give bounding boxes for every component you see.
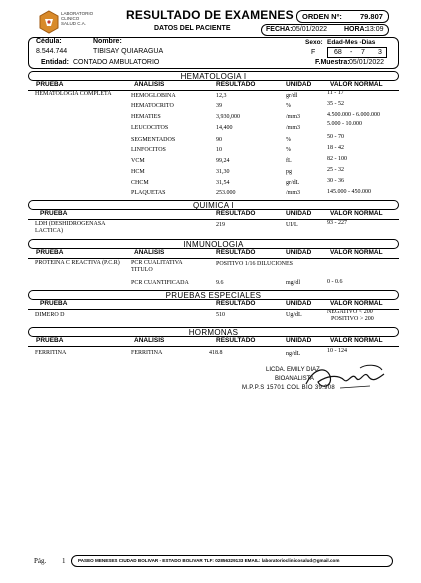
lab-logo-line-3: SALUD C.A. [61, 21, 87, 26]
valor-normal: 93 - 227 [327, 220, 347, 226]
lab-logo [38, 9, 102, 35]
col-valor-normal: VALOR NORMAL [330, 300, 383, 307]
orden-value: 79.807 [360, 12, 383, 21]
unidad: ng/dL [286, 351, 301, 357]
resultado: 9.6 [216, 280, 224, 286]
valor-normal-line-2: POSITIVO > 200 [331, 316, 374, 322]
fecha-box [261, 24, 389, 36]
nombre-label: Nombre: [93, 38, 122, 45]
edad-box [327, 47, 387, 58]
analisis: LEUCOCITOS [131, 125, 169, 131]
analisis: HCM [131, 169, 145, 175]
prueba: LDH (DESHIDROGENASA LACTICA) [35, 221, 106, 234]
resultado: 12,3 [216, 93, 227, 99]
valor-normal: 4.500.000 - 6.000.000 [327, 112, 380, 118]
entidad-label: Entidad: [41, 59, 69, 66]
section-especiales-title: PRUEBAS ESPECIALES [28, 290, 399, 300]
unidad: mg/dl [286, 280, 301, 286]
col-analisis: ANALISIS [134, 337, 165, 344]
analisis: HEMATOCRITO [131, 103, 174, 109]
unidad: pg [286, 169, 292, 175]
analisis: CHCM [131, 180, 149, 186]
analisis: VCM [131, 158, 145, 164]
unidad: % [286, 147, 291, 153]
valor-normal: 11 - 17 [327, 90, 344, 96]
edad-years: 68 [334, 49, 342, 56]
unidad: gr/dL [286, 180, 300, 186]
resultado: POSITIVO 1/16 DILUCIONES [216, 261, 293, 267]
col-valor-normal: VALOR NORMAL [330, 249, 383, 256]
col-resultado: RESULTADO [216, 81, 256, 88]
sexo-label: Sexo: [305, 39, 323, 46]
col-analisis: ANALISIS [134, 249, 165, 256]
lab-logo-icon [38, 10, 60, 34]
analisis: HEMOGLOBINA [131, 93, 176, 99]
col-resultado: RESULTADO [216, 300, 256, 307]
resultado: 39 [216, 103, 222, 109]
col-resultado: RESULTADO [216, 337, 256, 344]
col-unidad: UNIDAD [286, 300, 312, 307]
unidad: gr/dl [286, 93, 298, 99]
edad-months: 7 [361, 49, 365, 56]
section-hormonas-title: HORMONAS [28, 327, 399, 337]
orden-label: ORDEN Nº: [302, 12, 342, 21]
col-unidad: UNIDAD [286, 210, 312, 217]
sexo-value: F [311, 49, 316, 56]
unidad: % [286, 137, 291, 143]
fecha-value: 05/01/2022 [292, 26, 328, 33]
col-prueba: PRUEBA [40, 300, 68, 307]
fmuestra-label: F.Muestra: [315, 59, 350, 66]
col-prueba: PRUEBA [40, 210, 68, 217]
unidad: Ug/dL [286, 312, 302, 318]
resultado: 418.8 [209, 350, 223, 356]
hora-label: HORA: [344, 26, 367, 33]
valor-normal: 145.000 - 450.000 [327, 189, 371, 195]
resultado: 253.000 [216, 190, 236, 196]
nombre-value: TIBISAY QUIARAGUA [93, 48, 164, 55]
lab-logo-line-1: LABORATORIO [61, 11, 94, 16]
cedula-value: 8.544.744 [36, 48, 68, 55]
patient-data-box [28, 37, 399, 69]
col-prueba: PRUEBA [36, 337, 64, 344]
section-inmunologia-title: INMUNOLOGIA [28, 239, 399, 249]
entidad-value: CONTADO AMBULATORIO [73, 59, 160, 66]
col-unidad: UNIDAD [286, 81, 312, 88]
analisis: PLAQUETAS [131, 190, 166, 196]
footer-address: PASEO MENESES CIUDAD BOLIVAR - ESTADO BOLIVAR TLF: 02856329133 EMAIL: laboratorioclinicosalud@gmail.com [78, 558, 340, 563]
unidad: /mm3 [286, 114, 301, 120]
report-title: RESULTADO DE EXAMENES [126, 8, 294, 22]
valor-normal: 25 - 32 [327, 167, 344, 173]
valor-normal: 0 - 0.6 [327, 279, 343, 285]
signature-registry: M.P.P.S 15701 COL BIO 39.908 [242, 385, 336, 391]
col-prueba: PRUEBA [36, 249, 64, 256]
orden-box [296, 10, 389, 23]
unidad: % [286, 103, 291, 109]
hematologia-prueba: HEMATOLOGIA COMPLETA [35, 91, 112, 97]
resultado: 510 [216, 312, 225, 318]
section-quimica-title: QUIMICA I [28, 200, 399, 210]
inmunologia-prueba: PROTEINA C REACTIVA (P.C.R) [35, 260, 120, 266]
valor-normal: 30 - 36 [327, 178, 344, 184]
valor-normal: 5.000 - 10.000 [327, 121, 362, 127]
resultado: 10 [216, 147, 222, 153]
resultado: 90 [216, 137, 222, 143]
valor-normal: 50 - 70 [327, 134, 344, 140]
signature-name: LICDA. EMILY DIAZ [266, 367, 320, 373]
col-analisis: ANALISIS [134, 81, 165, 88]
section-hematologia-title: HEMATOLOGIA I [28, 71, 399, 81]
edad-dash: - [350, 49, 353, 56]
prueba: DIMERO D [35, 312, 65, 318]
resultado: 99,24 [216, 158, 230, 164]
analisis: PCR CUALITATIVA TITULO [131, 260, 183, 273]
unidad: UI/L [286, 222, 298, 228]
resultado: 31,54 [216, 180, 230, 186]
prueba: FERRITINA [35, 350, 67, 356]
valor-normal: 10 - 124 [327, 348, 347, 354]
analisis: SEGMENTADOS [131, 137, 176, 143]
analisis: PCR CUANTIFICADA [131, 280, 189, 286]
col-valor-normal: VALOR NORMAL [330, 210, 383, 217]
col-unidad: UNIDAD [286, 249, 312, 256]
col-unidad: UNIDAD [286, 337, 312, 344]
valor-normal: 18 - 42 [327, 145, 344, 151]
unidad: /mm3 [286, 190, 301, 196]
edad-days: 3 [378, 49, 382, 56]
resultado: 31,30 [216, 169, 230, 175]
resultado: 219 [216, 222, 225, 228]
col-resultado: RESULTADO [216, 249, 256, 256]
edad-label: Edad-Mes -Dias [327, 39, 376, 46]
report-subtitle: DATOS DEL PACIENTE [154, 25, 231, 32]
unidad: /mm3 [286, 125, 301, 131]
col-resultado: RESULTADO [216, 210, 256, 217]
valor-normal: 82 - 100 [327, 156, 347, 162]
lab-logo-line-2: CLINICO [61, 16, 80, 21]
resultado: 14,400 [216, 125, 233, 131]
col-prueba: PRUEBA [36, 81, 64, 88]
cedula-label: Cédula: [36, 38, 62, 45]
unidad: fL [286, 158, 292, 164]
page-label: Pág. [34, 557, 47, 565]
page-number: 1 [62, 557, 66, 565]
analisis: HEMATIES [131, 114, 161, 120]
valor-normal-line-1: NEGATIVO < 200 [327, 309, 373, 315]
signature-title: BIOANALISTA [275, 376, 314, 382]
analisis: FERRITINA [131, 350, 163, 356]
valor-normal: 35 - 52 [327, 101, 344, 107]
handwritten-signature-icon [300, 358, 390, 398]
resultado: 3,930,000 [216, 114, 240, 120]
analisis: LINFOCITOS [131, 147, 166, 153]
fmuestra-value: 05/01/2022 [349, 59, 385, 66]
hora-value: 13:09 [366, 26, 384, 33]
fecha-label: FECHA: [266, 26, 293, 33]
col-valor-normal: VALOR NORMAL [330, 337, 383, 344]
footer-address-box [71, 555, 393, 567]
col-valor-normal: VALOR NORMAL [330, 81, 383, 88]
